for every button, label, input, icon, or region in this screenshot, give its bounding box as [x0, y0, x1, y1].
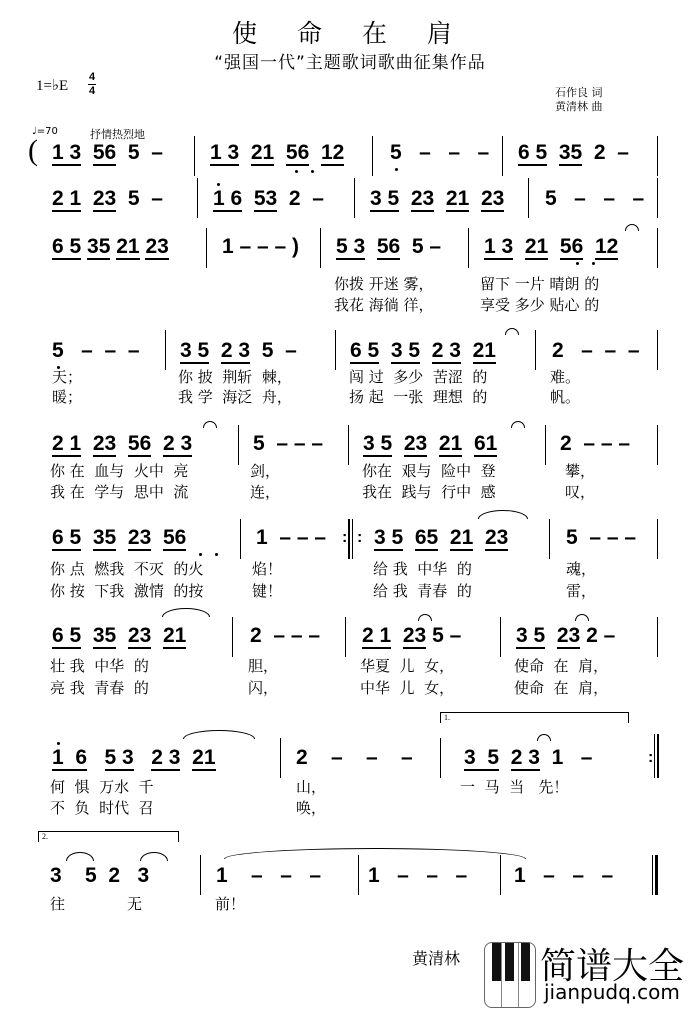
row7-m2: 2 – – – — [250, 624, 321, 647]
slur — [183, 730, 255, 739]
lyric-v1: 攀， — [565, 462, 596, 480]
repeat-start-dots: : — [357, 529, 363, 546]
slur — [140, 852, 168, 861]
row7-m3: 2 1 23 5 – — [362, 624, 462, 647]
lyric-v1: 前！ — [215, 895, 246, 913]
slur — [418, 614, 432, 621]
upper-octave-dot — [217, 183, 220, 186]
final-barline — [655, 855, 658, 895]
row5-m1: 2 1 23 56 2 3 — [52, 432, 193, 455]
slur — [575, 614, 589, 621]
lower-octave-dot — [199, 553, 202, 556]
lyric-v2: 亮 我 青春 的 — [50, 679, 149, 697]
barline — [280, 738, 281, 778]
lyric-v2: 键！ — [252, 582, 283, 600]
lyric-v1: 何 惧 万水 千 — [50, 778, 154, 796]
lyric-v1: 使命 在 肩， — [514, 657, 609, 675]
row4-m2: 3 5 2 3 5 – — [180, 339, 297, 362]
barline — [500, 855, 501, 895]
barline — [206, 228, 207, 268]
row8-m1: 1 6 5 3 2 3 21 — [52, 746, 216, 769]
lyric-v2: 帆。 — [550, 388, 581, 406]
lyric-v2: 扬 起 一张 理想 的 — [349, 388, 488, 406]
barline — [657, 228, 658, 268]
slur — [203, 421, 217, 428]
lyricist-credit: 石作良 词 — [555, 86, 603, 99]
barline — [528, 178, 529, 218]
row6-m1: 6 5 35 23 56 — [52, 526, 187, 549]
lyric-v2: 暖； — [52, 388, 83, 406]
lyric-v1: 你拨 开迷 雾， — [334, 275, 434, 293]
slur — [162, 608, 210, 617]
lyric-v2: 使命 在 肩， — [514, 679, 609, 697]
lower-octave-dot — [395, 168, 398, 171]
barline — [545, 425, 546, 465]
barline — [194, 136, 195, 176]
lyric-v1: 华夏 儿 女， — [360, 657, 455, 675]
row2-m1: 2 1 23 5 – — [52, 187, 163, 210]
lyric-v1: 天； — [52, 368, 83, 386]
upper-octave-dot — [57, 742, 60, 745]
row9-m4: 1 – – – — [514, 864, 614, 887]
row1-m4: 6 5 35 2 – — [518, 141, 629, 164]
barline — [165, 330, 166, 370]
barline — [657, 136, 658, 176]
lyric-v1: 你 披 荆斩 棘， — [178, 368, 292, 386]
double-barline — [348, 519, 350, 559]
row9-m3: 1 – – – — [368, 864, 468, 887]
row2-m4: 5 – – – — [545, 187, 645, 210]
lyric-v2: 你 按 下我 激情 的按 — [50, 582, 204, 600]
lyric-v1: 一 马 当 先！ — [460, 778, 569, 796]
piano-logo-icon — [484, 942, 536, 1008]
lyric-v1: 留下 一片 晴朗 的 — [480, 275, 600, 293]
lyric-v1: 焰！ — [252, 560, 283, 578]
barline — [535, 330, 536, 370]
barline — [345, 617, 346, 657]
time-signature — [88, 72, 96, 97]
row6-m3: 3 5 65 21 23 — [374, 526, 509, 549]
song-subtitle: “强国一代”主题歌词歌曲征集作品 — [214, 53, 486, 73]
row6-m2: 1 – – – — [256, 526, 327, 549]
lower-octave-dot — [592, 262, 595, 265]
slur — [537, 734, 551, 741]
lyric-v2: 闪， — [248, 679, 279, 697]
lyric-v1: 魂， — [566, 560, 597, 578]
row2-m2: 1 6 53 2 – — [213, 187, 324, 210]
song-title: 使 命 在 肩 — [232, 19, 468, 48]
barline — [320, 228, 321, 268]
barline — [200, 855, 201, 895]
lyric-v2: 不 负 时代 召 — [50, 799, 154, 817]
row2-m3: 3 5 23 21 23 — [370, 187, 505, 210]
slur — [511, 421, 525, 428]
row1-m3: 5 – – – — [390, 141, 490, 164]
lyric-v2: 雷， — [566, 582, 597, 600]
repeat-end-dots: : — [342, 529, 348, 546]
barline — [657, 617, 658, 657]
lyric-v1: 给 我 中华 的 — [373, 560, 472, 578]
row4-m3: 6 5 3 5 2 3 21 — [350, 339, 496, 362]
row5-m2: 5 – – – — [253, 432, 324, 455]
row7-m1: 6 5 35 23 21 — [52, 624, 187, 647]
lyric-v2: 给 我 青春 的 — [373, 582, 472, 600]
slur — [66, 852, 94, 861]
barline — [232, 617, 233, 657]
barline — [657, 330, 658, 370]
footer-author: 黄清林 — [412, 949, 461, 968]
row8-m3: 3 5 2 3 1 – — [464, 746, 593, 769]
lyric-v2: 唤， — [296, 799, 327, 817]
barline — [354, 178, 355, 218]
key-signature: 1=♭E — [36, 78, 69, 94]
open-paren: ( — [28, 134, 38, 167]
row8-m2: 2 – – – — [296, 746, 413, 769]
lyric-v2: 我花 海徜 徉， — [334, 296, 434, 314]
lyric-v1: 往 — [50, 895, 66, 913]
lower-octave-dot — [311, 170, 314, 173]
row5-m3: 3 5 23 21 61 — [363, 432, 498, 455]
barline — [500, 617, 501, 657]
row7-m4: 3 5 23 2 – — [516, 624, 616, 647]
barline — [348, 425, 349, 465]
lyric-v1: 壮 我 中华 的 — [50, 657, 149, 675]
lyric-v1: 闯 过 多少 苦涩 的 — [349, 368, 488, 386]
barline — [440, 738, 441, 778]
lyric-v1: 你 点 燃我 不灭 的火 — [50, 560, 204, 578]
lyric-v1: 山， — [296, 778, 327, 796]
lyric-v1: 无 — [127, 895, 143, 913]
row9-m1: 3 5 2 3 — [50, 864, 150, 887]
row9-m2: 1 – – – — [216, 864, 322, 887]
lyric-v1: 你 在 血与 火中 亮 — [50, 462, 189, 480]
double-barline — [654, 734, 655, 778]
site-logo-url: jianpudq.com — [544, 980, 680, 1004]
row3-m2: 1 – – – ) — [222, 235, 300, 258]
slur — [625, 224, 639, 231]
row4-m4: 2 – – – — [552, 339, 640, 362]
row1-m2: 1 3 21 56 12 — [210, 141, 345, 164]
double-barline — [352, 519, 353, 559]
lyric-v1: 你在 艰与 险中 登 — [362, 462, 496, 480]
barline — [197, 178, 198, 218]
row5-m4: 2 – – – — [560, 432, 631, 455]
lyric-v2: 我 在 学与 思中 流 — [50, 483, 189, 501]
barline — [657, 425, 658, 465]
barline — [335, 330, 336, 370]
barline — [240, 519, 241, 559]
row3-m3: 5 3 56 5 – — [336, 235, 442, 258]
barline — [657, 519, 658, 559]
lyric-v2: 我 学 海泛 舟， — [178, 388, 292, 406]
tempo-marking: ♩=70 — [32, 126, 58, 137]
row6-m4: 5 – – – — [566, 526, 637, 549]
final-barline — [652, 855, 653, 895]
lyric-v2: 叹， — [565, 483, 596, 501]
barline — [657, 178, 658, 218]
lyric-v1: 剑， — [250, 462, 281, 480]
time-sig-bottom: 4 — [88, 85, 96, 97]
lyric-v2: 中华 儿 女， — [360, 679, 455, 697]
barline — [549, 519, 550, 559]
volta-1: 1. — [440, 712, 629, 723]
volta-2: 2. — [38, 831, 179, 842]
lower-octave-dot — [576, 262, 579, 265]
barline — [372, 136, 373, 176]
repeat-end-dots: : — [648, 749, 654, 766]
site-logo-text: 简谱大全 — [540, 946, 685, 987]
barline — [238, 425, 239, 465]
barline — [358, 855, 359, 895]
slur — [478, 510, 528, 519]
lower-octave-dot — [215, 553, 218, 556]
double-barline — [657, 734, 659, 778]
lyric-v1: 难。 — [550, 368, 581, 386]
row4-m1: 5 – – – — [52, 339, 140, 362]
lyric-v2: 享受 多少 贴心 的 — [480, 296, 600, 314]
tie — [224, 848, 526, 859]
slur — [505, 328, 519, 335]
composer-credit: 黄清林 曲 — [555, 100, 603, 113]
row3-m4: 1 3 21 56 12 — [484, 235, 619, 258]
expression-marking: 抒情热烈地 — [90, 128, 145, 141]
lyric-v2: 我在 践与 行中 感 — [362, 483, 496, 501]
lyric-v1: 胆， — [248, 657, 279, 675]
barline — [468, 228, 469, 268]
lyric-v2: 连， — [250, 483, 281, 501]
row3-m1: 6 5 35 21 23 — [52, 235, 169, 258]
lower-octave-dot — [295, 170, 298, 173]
row1-m1: 1 3 56 5 – — [52, 141, 163, 164]
barline — [502, 136, 503, 176]
time-sig-top: 4 — [88, 71, 96, 83]
